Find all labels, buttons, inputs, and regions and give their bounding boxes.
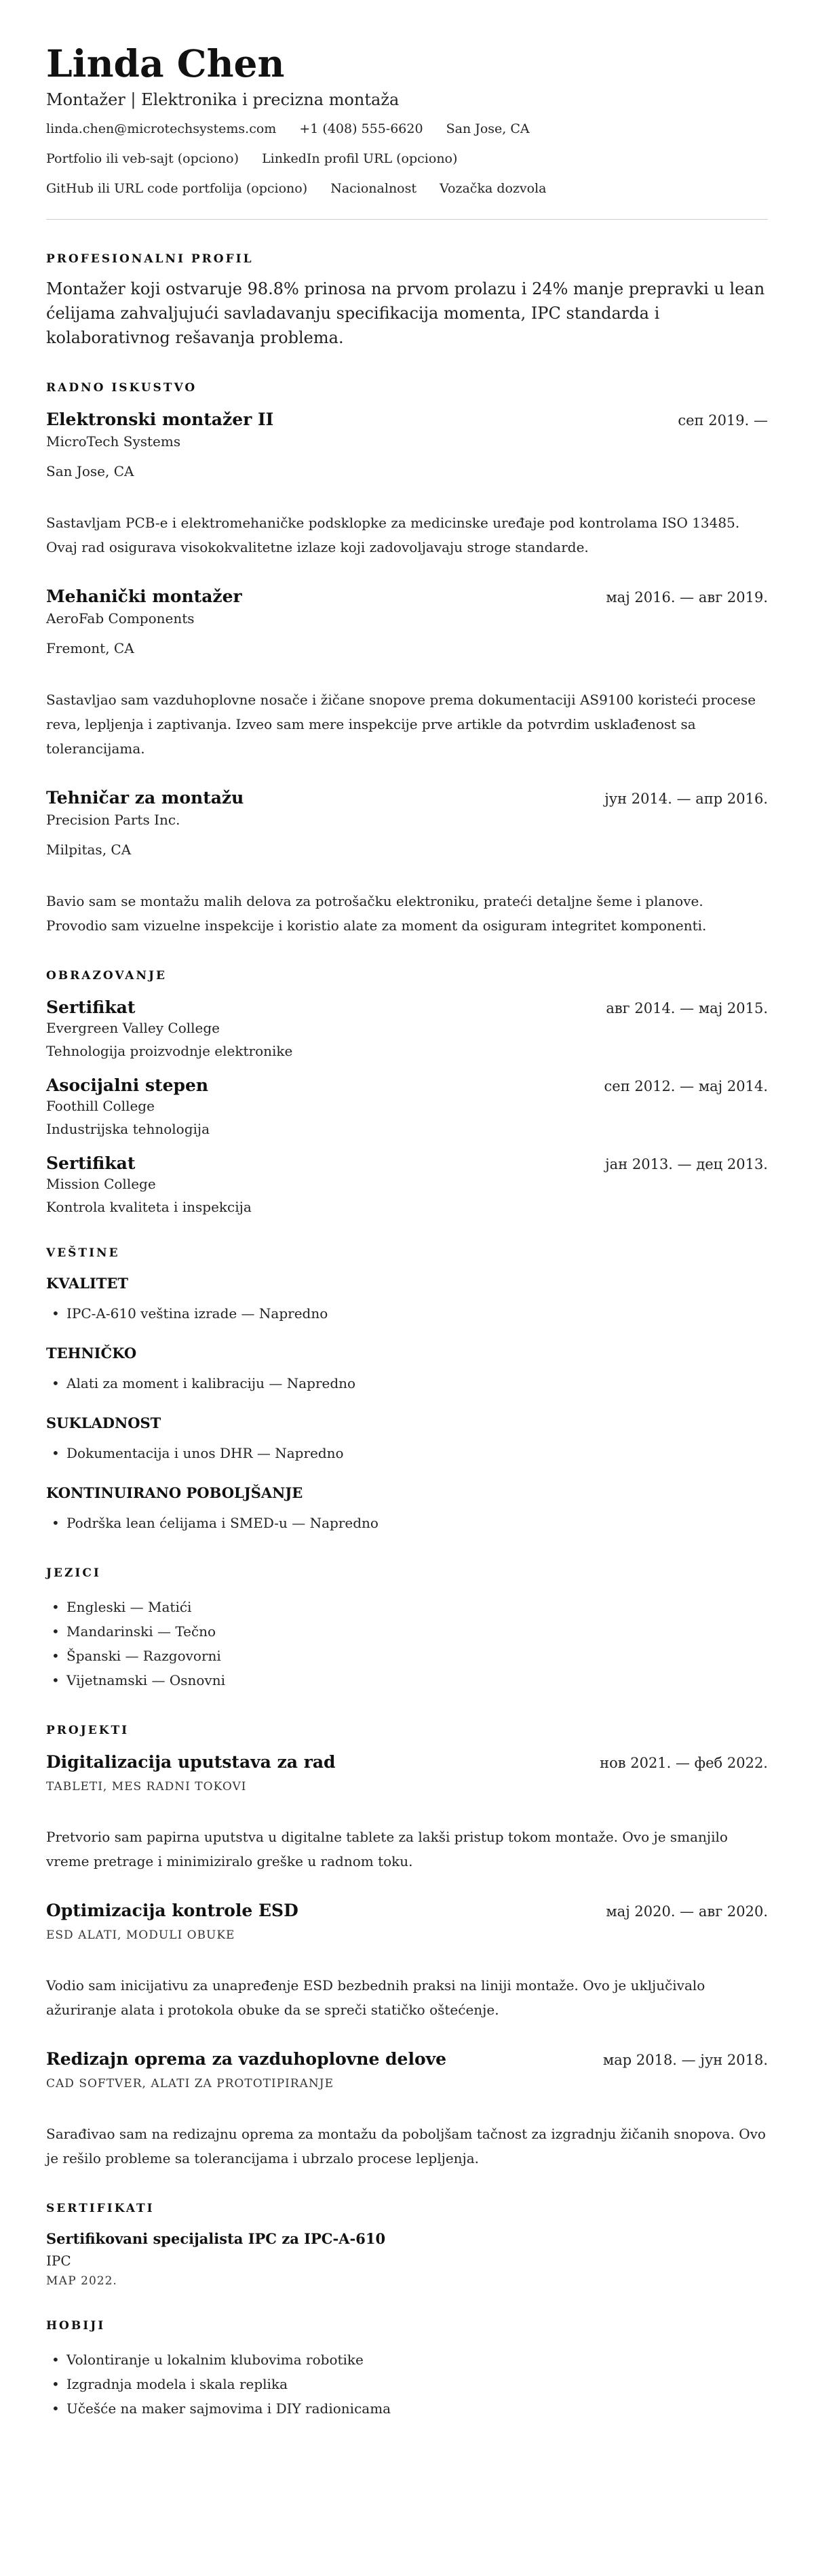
job-location: Fremont, CA [46, 640, 134, 657]
skill-item: • Alati za moment i kalibraciju — Napredno [66, 1371, 768, 1395]
portfolio-link[interactable]: Portfolio ili veb-sajt (opciono) [46, 151, 239, 167]
project-entry [46, 2049, 768, 2171]
project-date: нов 2021. — феб 2022. [600, 1755, 768, 1772]
job-title: Elektronski montažer II [46, 410, 274, 430]
skill-item: • Podrška lean ćelijama i SMED-u — Napredno [66, 1511, 768, 1535]
experience-entry [46, 410, 768, 559]
candidate-name: Linda Chen [46, 41, 285, 85]
language-item: • Vijetnamski — Osnovni [66, 1668, 768, 1692]
skill-category: KONTINUIRANO POBOLJŠANJE [46, 1484, 303, 1502]
project-date: мар 2018. — јун 2018. [602, 2052, 768, 2069]
degree-title: Sertifikat [46, 1153, 136, 1174]
project-entry [46, 1752, 768, 1874]
education-date: авг 2014. — мај 2015. [606, 1000, 768, 1017]
skill-item: • Dokumentacija i unos DHR — Napredno [66, 1441, 768, 1465]
school-name: Evergreen Valley College [46, 1020, 220, 1037]
hobbies-section [46, 2319, 768, 2421]
project-name: Optimizacija kontrole ESD [46, 1901, 298, 1921]
project-description: Sarađivao sam na redizajnu oprema za montažu da poboljšam tačnost za izgradnju žičanih snopova. Ovo je rešilo probleme sa tolerancijama i ubrzalo procese lepljenja. [46, 2126, 766, 2167]
education-date: јан 2013. — дец 2013. [605, 1156, 768, 1173]
job-description: Bavio sam se montažu malih delova za potrošačku elektroniku, prateći detaljne šeme i planove. Provodio sam vizuelne inspekcije i koristio alate za moment da osiguram integritet komponenti. [46, 893, 707, 934]
education-date: сеп 2012. — мај 2014. [604, 1078, 768, 1095]
profile-section [46, 252, 768, 350]
job-date: јун 2014. — апр 2016. [604, 791, 768, 808]
github-link[interactable]: GitHub ili URL code portfolija (opciono) [46, 181, 308, 197]
job-location: Milpitas, CA [46, 841, 132, 858]
education-entry [46, 1075, 768, 1137]
experience-title: RADNO ISKUSTVO [46, 381, 197, 395]
project-tech: CAD SOFTVER, ALATI ZA PROTOTIPIRANJE [46, 2077, 334, 2091]
certificate-issuer: IPC [46, 2253, 71, 2270]
hobby-item: • Volontiranje u lokalnim klubovima robotike [66, 2347, 768, 2372]
project-tech: ESD ALATI, MODULI OBUKE [46, 1928, 235, 1943]
school-name: Mission College [46, 1176, 156, 1193]
education-entry [46, 997, 768, 1059]
skill-list [46, 1371, 768, 1395]
project-name: Redizajn oprema za vazduhoplovne delove [46, 2049, 447, 2069]
skills-title: VEŠTINE [46, 1246, 120, 1261]
job-company: MicroTech Systems [46, 433, 181, 450]
languages-section [46, 1566, 768, 1692]
experience-entry [46, 587, 768, 761]
hobby-item: • Učešće na maker sajmovima i DIY radionicama [66, 2396, 768, 2421]
study-field: Industrijska tehnologija [46, 1121, 210, 1138]
certificates-title: SERTIFIKATI [46, 2202, 155, 2216]
degree-title: Asocijalni stepen [46, 1075, 209, 1096]
project-entry [46, 1901, 768, 2022]
header-divider [46, 219, 768, 220]
contact-row-primary [46, 121, 768, 136]
skill-item: • IPC-A-610 veština izrade — Napredno [66, 1301, 768, 1326]
study-field: Kontrola kvaliteta i inspekcija [46, 1199, 252, 1216]
skill-category: TEHNIČKO [46, 1345, 137, 1362]
skill-category: KVALITET [46, 1275, 129, 1292]
job-date: сеп 2019. — [678, 412, 768, 429]
job-title: Mehanički montažer [46, 587, 242, 607]
job-date: мај 2016. — авг 2019. [606, 589, 768, 606]
language-item: • Mandarinski — Tečno [66, 1619, 768, 1644]
skill-list [46, 1301, 768, 1326]
project-description: Vodio sam inicijativu za unapređenje ESD bezbednih praksi na liniji montaže. Ovo je uključivalo ažuriranje alata i protokola obuke da se spreči statičko oštećenje. [46, 1977, 705, 2019]
hobbies-title: HOBIJI [46, 2319, 106, 2333]
certificate-entry [46, 2230, 768, 2288]
projects-title: PROJEKTI [46, 1724, 130, 1738]
project-date: мај 2020. — авг 2020. [606, 1903, 768, 1920]
skill-category: SUKLADNOST [46, 1414, 161, 1432]
skills-section [46, 1246, 768, 1535]
candidate-headline: Montažer | Elektronika i precizna montaža [46, 90, 400, 110]
job-company: Precision Parts Inc. [46, 812, 180, 829]
project-name: Digitalizacija uputstava za rad [46, 1752, 336, 1772]
job-description: Sastavljao sam vazduhoplovne nosače i žičane snopove prema dokumentaciji AS9100 koristeći procese reva, lepljenja i zaptivanja. Izveo sam mere inspekcije prve artikle da potvrdim usklađenost sa tolerancijama. [46, 692, 756, 757]
education-title: OBRAZOVANJE [46, 969, 168, 983]
nationality: Nacionalnost [330, 181, 416, 197]
languages-title: JEZICI [46, 1566, 101, 1581]
certificate-name: Sertifikovani specijalista IPC za IPC-A-610 [46, 2230, 386, 2248]
language-item: • Španski — Razgovorni [66, 1644, 768, 1668]
experience-entry [46, 788, 768, 938]
resume-header [46, 42, 768, 196]
contact-row-extra [46, 181, 768, 196]
job-company: AeroFab Components [46, 610, 195, 627]
school-name: Foothill College [46, 1098, 155, 1115]
study-field: Tehnologija proizvodnje elektronike [46, 1043, 293, 1060]
education-section [46, 969, 768, 1215]
experience-section [46, 381, 768, 938]
contact-row-links [46, 151, 768, 166]
contact-location: San Jose, CA [446, 121, 530, 137]
skill-list [46, 1511, 768, 1535]
linkedin-link[interactable]: LinkedIn profil URL (opciono) [262, 151, 458, 167]
job-location: San Jose, CA [46, 463, 134, 480]
drivers-license: Vozačka dozvola [440, 181, 547, 197]
skill-list [46, 1441, 768, 1465]
degree-title: Sertifikat [46, 997, 136, 1018]
certificates-section [46, 2202, 768, 2288]
certificate-date: МАР 2022. [46, 2274, 117, 2288]
projects-section [46, 1724, 768, 2171]
profile-summary: Montažer koji ostvaruje 98.8% prinosa na prvom prolazu i 24% manje prepravki u lean ćelijama zahvaljujući savladavanju specifikacija momenta, IPC standarda i kolaborativnog rešavanja problema. [46, 279, 765, 348]
project-tech: TABLETI, MES RADNI TOKOVI [46, 1780, 247, 1794]
education-entry [46, 1153, 768, 1215]
contact-email[interactable]: linda.chen@microtechsystems.com [46, 121, 277, 137]
profile-title: PROFESIONALNI PROFIL [46, 252, 254, 266]
job-description: Sastavljam PCB-e i elektromehaničke podsklopke za medicinske uređaje pod kontrolama ISO 13485. Ovaj rad osigurava visokokvalitetne izlaze koji zadovoljavaju stroge standarde. [46, 515, 740, 556]
hobby-item: • Izgradnja modela i skala replika [66, 2372, 768, 2396]
hobby-list [46, 2347, 768, 2421]
contact-phone[interactable]: +1 (408) 555-6620 [299, 121, 423, 137]
language-list [46, 1595, 768, 1692]
language-item: • Engleski — Matići [66, 1595, 768, 1619]
project-description: Pretvorio sam papirna uputstva u digitalne tablete za lakši pristup tokom montaže. Ovo je smanjilo vreme pretrage i minimiziralo greške u radnom toku. [46, 1829, 728, 1870]
job-title: Tehničar za montažu [46, 788, 244, 808]
